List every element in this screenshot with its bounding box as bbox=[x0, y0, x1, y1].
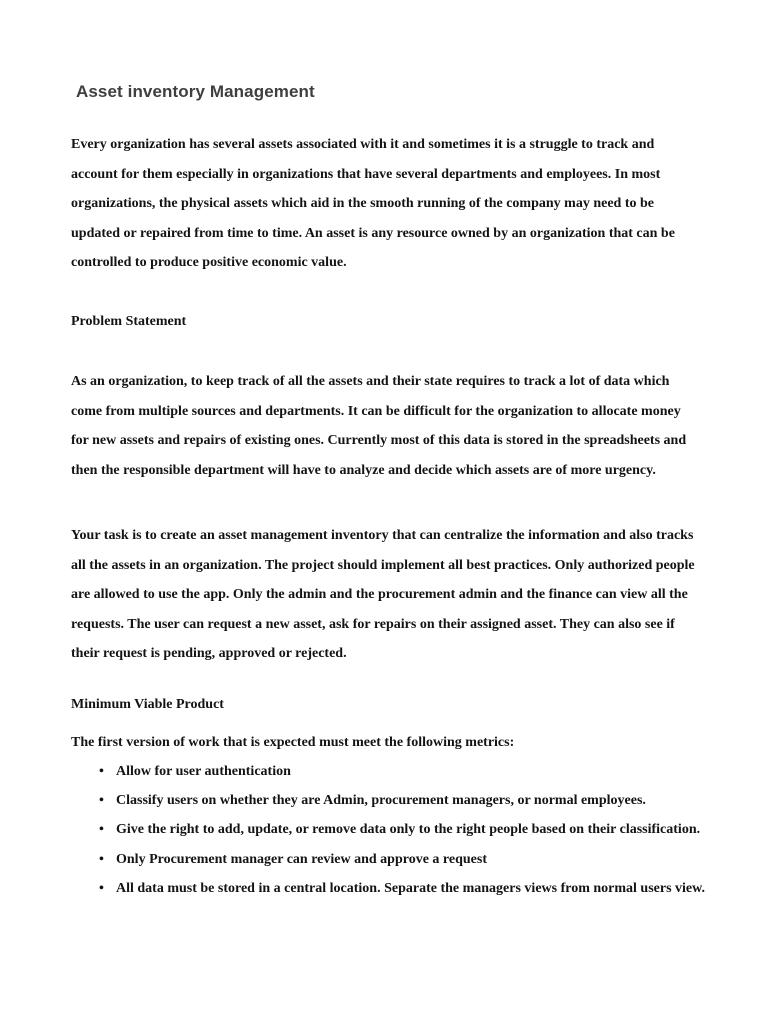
mvp-heading: Minimum Viable Product bbox=[71, 697, 224, 712]
list-item-text: Allow for user authentication bbox=[116, 764, 291, 779]
list-item-text: Only Procurement manager can review and approve a request bbox=[116, 851, 487, 867]
intro-paragraph: Every organization has several assets associated with it and sometimes it is a struggle to track and account for them especially in organizations that have several departments and employees. In most organizations, the physical assets which aid in the smooth running of the company may need to be updated or repaired from time to time. An asset is any resource owned by an organization that can be controlled to produce positive economic value. bbox=[71, 137, 675, 270]
bullet-icon: • bbox=[99, 822, 104, 838]
problem-statement-heading: Problem Statement bbox=[71, 314, 187, 329]
bullet-icon: • bbox=[99, 793, 104, 809]
problem-paragraph-2: Your task is to create an asset management inventory that can centralize the information and also tracks all the assets in an organization. The project should implement all best practices. Only authorized people are allowed to use the app. Only the admin and the procurement admin and the finance can view all the requests. The user can request a new asset, ask for repairs on their assigned asset. They can also see if their request is pending, approved or rejected. bbox=[71, 528, 695, 661]
list-item-text: Classify users on whether they are Admin, procurement managers, or normal employees. bbox=[116, 793, 646, 809]
bullet-icon: • bbox=[99, 880, 104, 896]
problem-paragraph-1: As an organization, to keep track of all the assets and their state requires to track a lot of data which come from multiple sources and departments. It can be difficult for the organization to allocate money for new assets and repairs of existing ones. Currently most of this data is stored in the spreadsheets and then the responsible department will have to analyze and decide which assets are of more urgency. bbox=[71, 374, 687, 478]
mvp-bullet-list bbox=[71, 757, 711, 903]
list-item bbox=[71, 845, 711, 874]
bullet-icon: • bbox=[99, 851, 104, 867]
bullet-icon: • bbox=[99, 764, 104, 779]
mvp-intro: The first version of work that is expected must meet the following metrics: bbox=[71, 735, 515, 750]
list-item bbox=[71, 874, 711, 903]
list-item-text: All data must be stored in a central location. Separate the managers views from normal users view. bbox=[116, 880, 705, 896]
list-item bbox=[71, 757, 711, 786]
document-title: Asset inventory Management bbox=[76, 82, 315, 101]
list-item bbox=[71, 815, 711, 844]
list-item bbox=[71, 786, 711, 815]
list-item-text: Give the right to add, update, or remove data only to the right people based on their classification. bbox=[116, 822, 701, 838]
